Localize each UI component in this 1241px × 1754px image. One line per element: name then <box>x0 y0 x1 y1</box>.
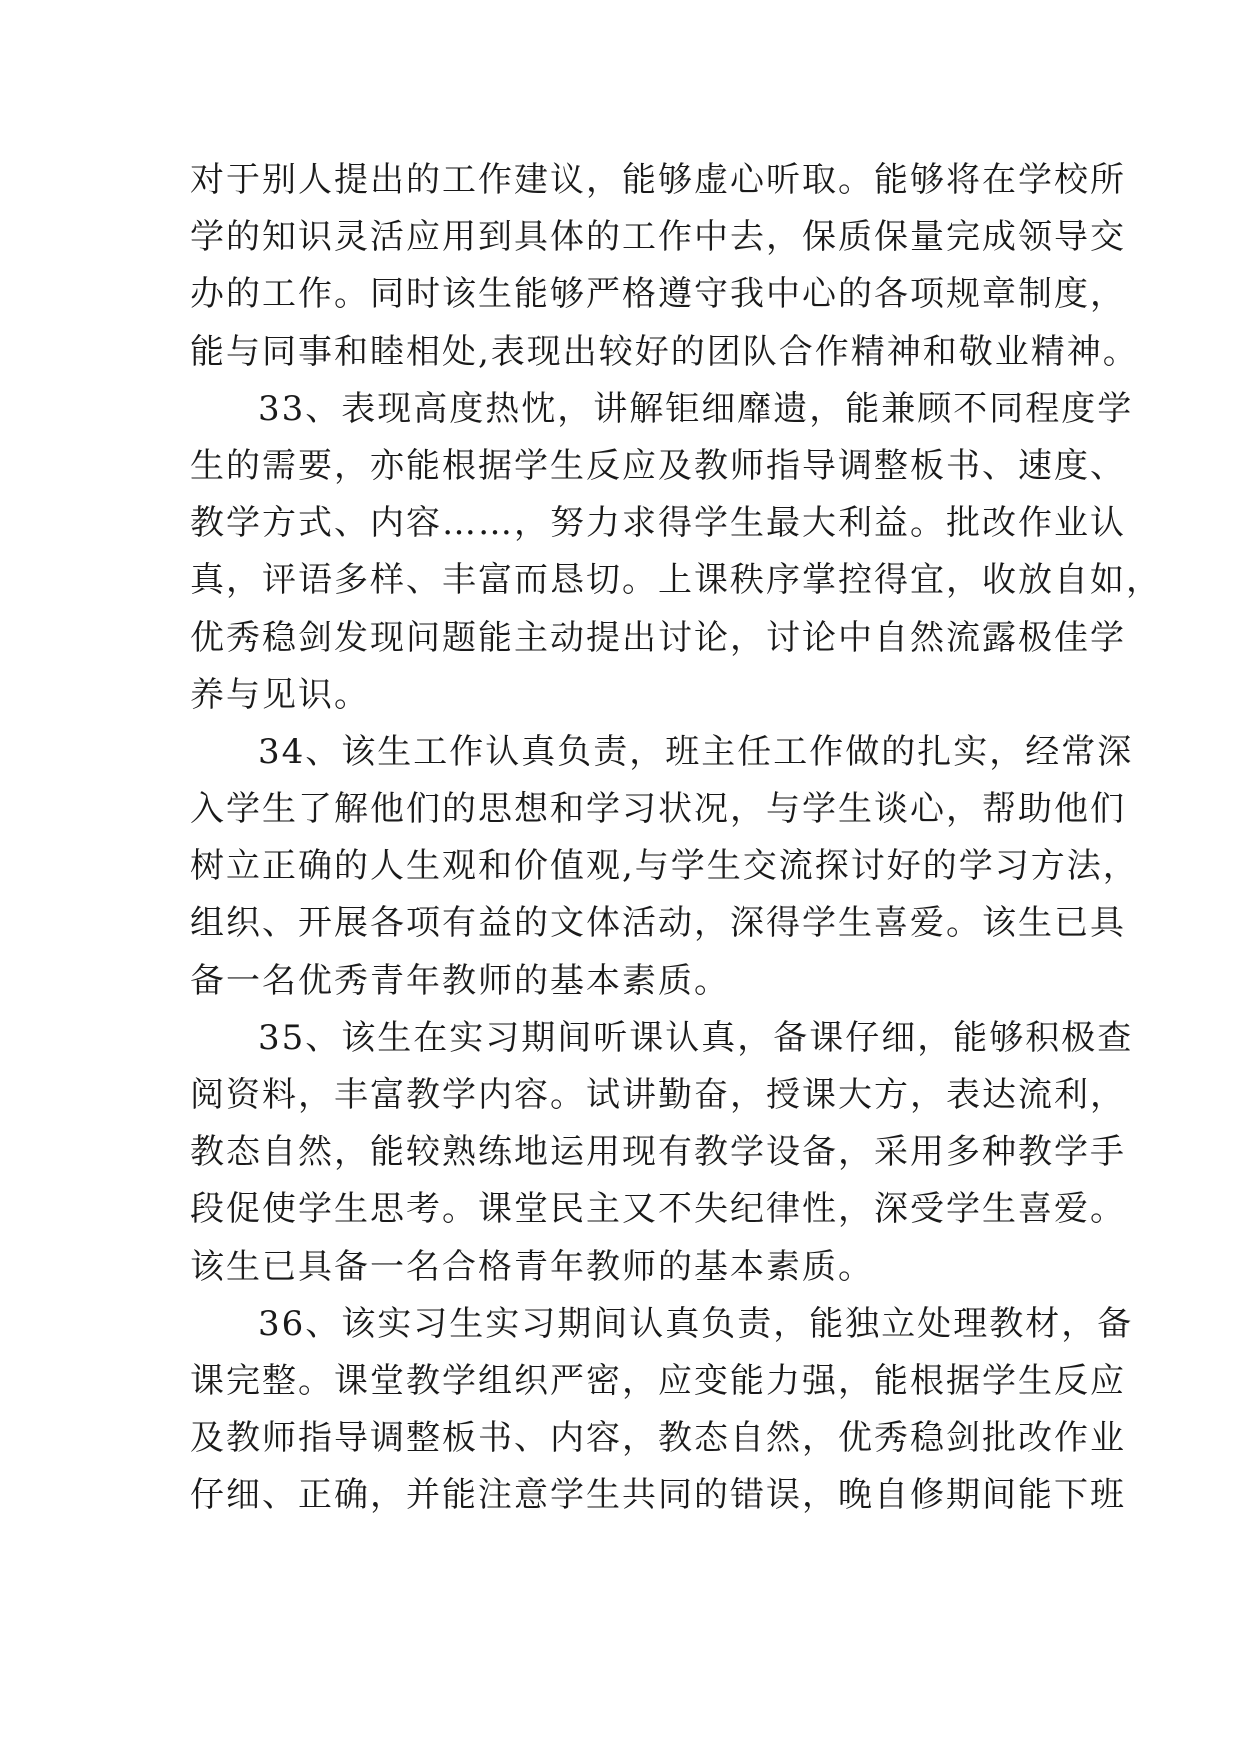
text-line: 养与见识。 <box>190 674 370 715</box>
text-line: 能与同事和睦相处,表现出较好的团队合作精神和敬业精神。 <box>190 331 1139 372</box>
text-line: 33、表现高度热忱，讲解钜细靡遗，能兼顾不同程度学 <box>258 388 1134 429</box>
text-line: 段促使学生思考。课堂民主又不失纪律性，深受学生喜爱。 <box>190 1189 1126 1230</box>
text-line: 学的知识灵活应用到具体的工作中去，保质保量完成领导交 <box>190 217 1126 258</box>
text-line: 34、该生工作认真负责，班主任工作做的扎实，经常深 <box>258 731 1134 772</box>
text-line: 36、该实习生实习期间认真负责，能独立处理教材，备 <box>258 1303 1134 1344</box>
text-line: 课完整。课堂教学组织严密，应变能力强，能根据学生反应 <box>190 1360 1126 1401</box>
text-line: 真，评语多样、丰富而恳切。上课秩序掌控得宜，收放自如， <box>190 560 1162 601</box>
body-text <box>190 152 1162 1525</box>
text-line: 备一名优秀青年教师的基本素质。 <box>190 960 730 1001</box>
text-line: 及教师指导调整板书、内容，教态自然，优秀稳剑批改作业 <box>190 1418 1126 1459</box>
text-line: 生的需要，亦能根据学生反应及教师指导调整板书、速度、 <box>190 445 1126 486</box>
text-line: 办的工作。同时该生能够严格遵守我中心的各项规章制度， <box>190 274 1126 315</box>
text-line: 仔细、正确，并能注意学生共同的错误，晚自修期间能下班 <box>190 1475 1126 1516</box>
text-line: 该生已具备一名合格青年教师的基本素质。 <box>190 1246 874 1287</box>
text-line: 对于别人提出的工作建议，能够虚心听取。能够将在学校所 <box>190 160 1126 200</box>
text-line: 教学方式、内容……，努力求得学生最大利益。批改作业认 <box>190 503 1126 544</box>
text-line: 组织、开展各项有益的文体活动，深得学生喜爱。该生已具 <box>190 903 1126 944</box>
text-line: 入学生了解他们的思想和学习状况，与学生谈心，帮助他们 <box>190 789 1126 830</box>
text-line: 树立正确的人生观和价值观,与学生交流探讨好的学习方法， <box>190 846 1139 887</box>
text-line: 优秀稳剑发现问题能主动提出讨论，讨论中自然流露极佳学 <box>190 617 1126 658</box>
text-line: 教态自然，能较熟练地运用现有教学设备，采用多种教学手 <box>190 1132 1126 1173</box>
text-line: 35、该生在实习期间听课认真，备课仔细，能够积极查 <box>258 1017 1134 1058</box>
text-line: 阅资料，丰富教学内容。试讲勤奋，授课大方，表达流利， <box>190 1075 1126 1115</box>
